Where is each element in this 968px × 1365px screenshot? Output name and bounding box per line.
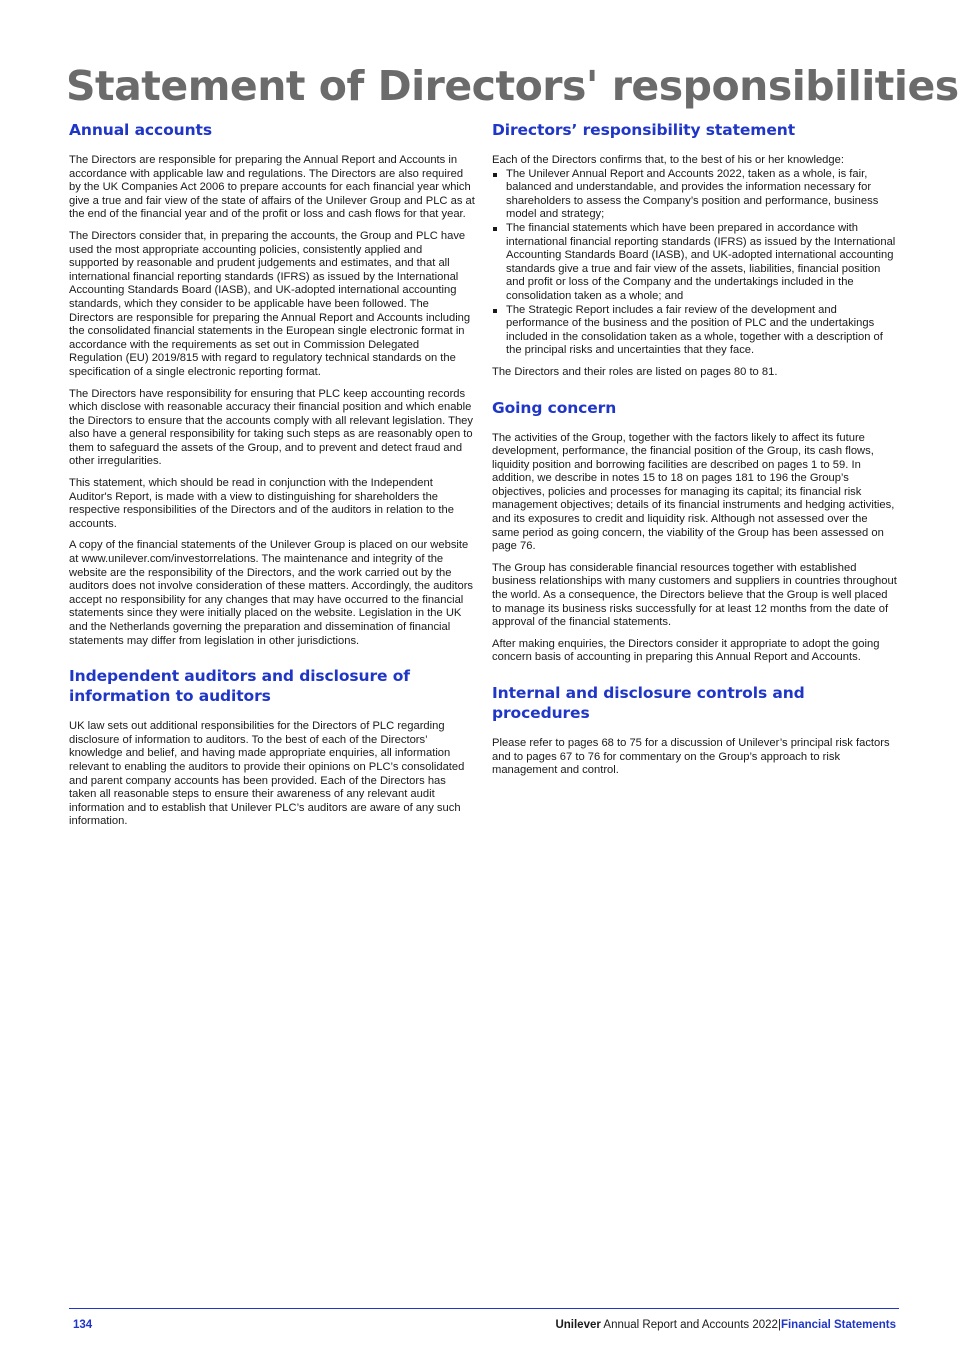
auditors-heading: Independent auditors and disclosure of information to auditors [69, 667, 410, 706]
paragraph: This statement, which should be read in conjunction with the Independent Auditor's Report, is made with a view to distinguishing for shareholders the respective responsibilities of the Directors and of the auditors in relation to the accounts. [69, 477, 454, 530]
page-number: 134 [73, 1319, 93, 1331]
responsibility-statement-section [492, 120, 898, 380]
auditors-section [69, 666, 475, 829]
paragraph: The Directors are responsible for preparing the Annual Report and Accounts in accordance with applicable law and regulations. The Directors are also required by the UK Companies Act 2006 to prepare accounts for each financial year which give a true and fair view of the state of affairs of the Unilever Group and PLC as at the end of the financial year and of the profit or loss and cash flows for that year. [69, 154, 475, 221]
responsibility-statement-heading: Directors’ responsibility statement [492, 121, 796, 139]
footer-divider [69, 1308, 899, 1309]
footer-brand: Unilever [555, 1319, 601, 1331]
paragraph: The Directors and their roles are listed on pages 80 to 81. [492, 365, 778, 378]
left-column [69, 120, 475, 847]
paragraph: The activities of the Group, together with the factors likely to affect its future development, performance, the financial position of the Group, its cash flows, liquidity position and borrowing facilities are described on pages 1 to 59. In addition, we describe in notes 15 to 18 on pages 181 to 196 the Group’s objectives, policies and processes for managing its capital; its financial risk management objectives; details of its financial instruments and hedging activities, and its exposures to credit and liquidity risk. Although not assessed over the same period as going concern, the viability of the Group has been assessed on page 76. [492, 431, 895, 553]
paragraph: Please refer to pages 68 to 75 for a discussion of Unilever’s principal risk factors and to pages 67 to 76 for commentary on the Group’s approach to risk management and control. [492, 737, 890, 777]
paragraph: The Group has considerable financial resources together with established business relationships with many customers and suppliers in countries throughout the world. As a consequence, the Directors believe that the Group is well placed to manage its business risks successfully for at least 12 months from the date of approval of the financial statements. [492, 561, 897, 629]
controls-section [492, 683, 898, 778]
paragraph: A copy of the financial statements of the Unilever Group is placed on our website at www.unilever.com/investorrelations. The maintenance and integrity of the website are the responsibility of the Directors, and the work carried out by the auditors does not involve consideration of these matters. Accordingly, the auditors accept no responsibility for any changes that may have occurred to the financial statements since they were initially placed on the website. Legislation in the UK and the Netherlands governing the preparation and dissemination of financial statements may differ from legislation in other jurisdictions. [69, 539, 474, 647]
paragraph: UK law sets out additional responsibilities for the Directors of PLC regarding disclosure of information to auditors. To the best of each of the Directors’ knowledge and belief, and having made appropriate enquiries, all information relevant to enabling the auditors to provide their opinions on PLC’s consolidated and parent company accounts has been provided. Each of the Directors has taken all reasonable steps to ensure their awareness of any relevant audit information and to establish that Unilever PLC’s auditors are aware of any such information. [69, 720, 465, 828]
footer-report: Annual Report and Accounts 2022 [603, 1319, 778, 1331]
footer-text [555, 1319, 896, 1331]
footer-section: Financial Statements [780, 1319, 896, 1331]
intro: Each of the Directors confirms that, to the best of his or her knowledge: [492, 154, 844, 166]
controls-heading: Internal and disclosure controls and procedures [492, 684, 805, 722]
paragraph: After making enquiries, the Directors consider it appropriate to adopt the going concern basis of accounting in preparing this Annual Report and Accounts. [492, 637, 880, 664]
list-item: The Strategic Report includes a fair review of the development and performance of the business and the position of PLC and the undertakings included in the consolidation taken as a whole, together with a description of the principal risks and uncertainties that they face. [492, 304, 898, 358]
going-concern-section [492, 398, 898, 666]
right-column [492, 120, 898, 796]
paragraph: The Directors consider that, in preparing the accounts, the Group and PLC have used the most appropriate accounting policies, consistently applied and supported by reasonable and prudent judgements and estimates, and that all international financial reporting standards (IFRS) as issued by the International Accounting Standards Board (IASB), and UK-adopted international accounting standards, which they consider to be applicable have been followed. The Directors are responsible for preparing the Annual Report and Accounts including the consolidated financial statements in the European single electronic format in accordance with the requirements as set out in Commission Delegated Regulation (EU) 2019/815 with regard to regulatory technical standards on the specification of a single electronic reporting format. [69, 229, 471, 378]
annual-accounts-heading: Annual accounts [69, 121, 212, 139]
annual-accounts-section [69, 120, 475, 648]
going-concern-heading: Going concern [492, 398, 617, 417]
paragraph: The Directors have responsibility for ensuring that PLC keep accounting records which disclose with reasonable accuracy their financial position and which enable the Directors to ensure that the accounts comply with all relevant legislation. They also have a general responsibility for taking such steps as are reasonably open to them to safeguard the assets of the Group, and to prevent and detect fraud and other irregularities. [69, 387, 473, 468]
page-title: Statement of Directors' responsibilities [66, 62, 959, 110]
list-item: The Unilever Annual Report and Accounts 2022, taken as a whole, is fair, balanced and understandable, and provides the information necessary for shareholders to assess the Company’s position and performance, business model and strategy; [492, 168, 898, 222]
list-item: The financial statements which have been prepared in accordance with international financial reporting standards (IFRS) as issued by the International Accounting Standards Board (IASB), and UK-adopted international accounting standards give a true and fair view of the assets, liabilities, financial position and profit or loss of the Company and the undertakings included in the consolidation taken as a whole; and [492, 222, 898, 304]
footer-separator: | [777, 1319, 781, 1331]
bullet-list [492, 168, 898, 358]
